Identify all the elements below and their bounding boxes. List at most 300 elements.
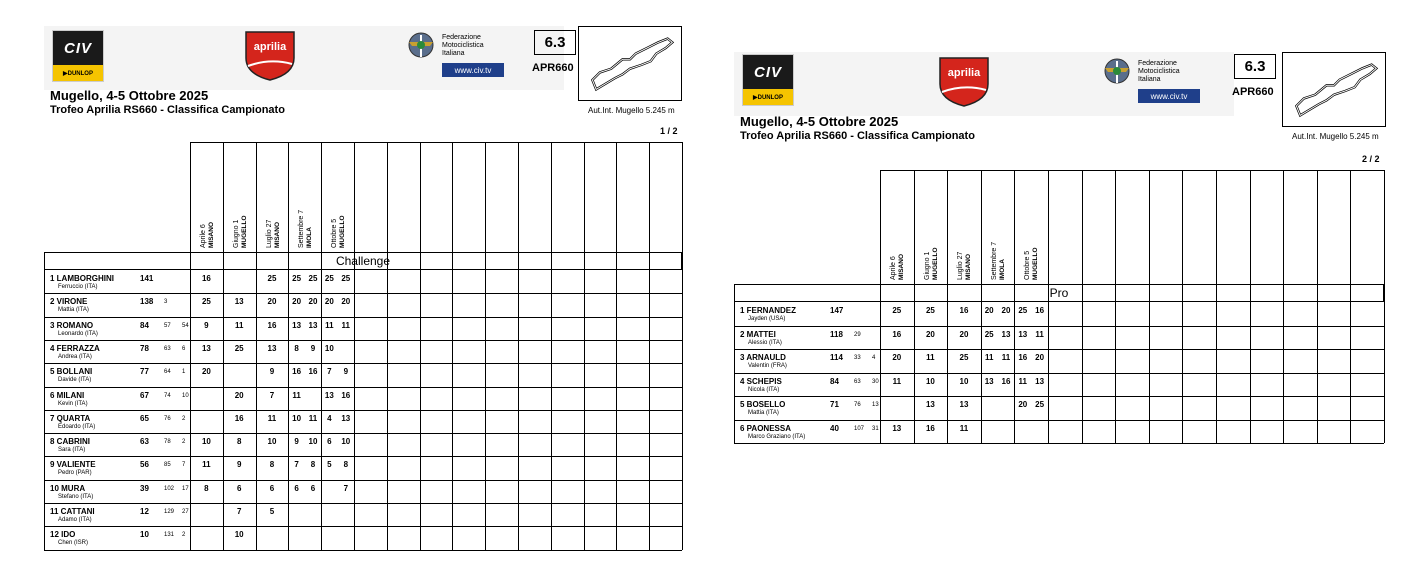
svg-text:aprilia: aprilia [253,41,287,53]
race-points-cell: 16 [1018,353,1028,362]
race-points-cell: 20 [984,306,994,315]
rider-first-name: Leonardo (ITA) [58,330,98,337]
race-points-cell: 20 [925,329,935,339]
race-points-cell: 7 [294,460,299,470]
row-line [734,373,1384,374]
track-map-box [1282,52,1386,127]
row-line [44,480,682,481]
rider-name: 6 PAONESSA [740,423,791,433]
rider-first-name: Davide (ITA) [58,377,92,384]
rider-points: 147 [830,306,844,315]
race-points-cell: 9 [343,367,349,377]
race-points-cell: 11 [202,460,211,470]
dunlop-band [53,65,103,81]
race-points-cell: 13 [959,400,969,409]
grid-top-line [880,170,1384,171]
rider-name: 1 FERNANDEZ [740,306,797,315]
race-points-cell: 10 [201,437,211,447]
race-points-cell: 13 [341,413,351,423]
row-line [44,387,682,388]
race-points-cell: 13 [267,343,277,353]
fmi-emblem-icon [1102,56,1132,86]
event-track: MISANO [208,222,215,248]
race-points-cell: 25 [1018,306,1028,315]
event-track: MISANO [898,254,905,280]
grid-col-line [1384,170,1385,443]
grid-col-line [518,142,519,550]
event-label [200,222,216,248]
gap-previous: 17 [182,485,189,492]
grid-col-line [551,142,552,550]
rider-points: 67 [140,390,149,400]
dunlop-band [743,89,793,105]
race-points-cell: 25 [324,274,334,283]
rider-points: 39 [140,483,149,493]
grid-col-line [1149,170,1150,443]
fmi-text: Federazione Motociclistica Italiana [442,34,484,57]
grid-col-line [485,142,486,550]
rider-name: 7 QUARTA [50,413,91,423]
gap-leader: 78 [164,439,171,446]
race-points-cell: 13 [292,320,302,330]
grid-col-line [354,142,355,550]
race-points-cell: 25 [267,274,277,283]
civ-logo [52,30,104,82]
race-points-cell: 11 [308,413,318,423]
grid-col-line [387,142,388,550]
gap-previous: 2 [182,415,186,422]
row-line [44,433,682,434]
gap-previous: 6 [182,345,186,352]
grid-col-line [452,142,453,550]
rider-points: 65 [140,413,149,423]
race-points-cell: 11 [892,376,902,386]
rider-first-name: Ferruccio (ITA) [58,284,98,290]
rider-name: 5 BOLLANI [50,367,93,377]
race-points-cell: 9 [310,343,316,353]
race-points-cell: 10 [324,343,334,353]
race-points-cell: 25 [308,274,318,283]
rider-first-name: Andrea (ITA) [58,353,92,360]
track-length: Aut.Int. Mugello 5.245 m [588,106,675,115]
dunlop-text: ▶DUNLOP [63,70,93,77]
civ-logo-top [743,55,793,89]
section-header: Pro [734,284,1384,302]
race-points-cell: 13 [925,400,935,409]
row-line [734,396,1384,397]
gap-leader: 85 [164,462,171,469]
race-points-cell: 7 [269,390,275,400]
event-date: Aprile 6 [200,224,207,248]
gap-previous: 7 [182,462,186,469]
race-points-cell: 8 [343,460,349,470]
class-label: APR660 [1232,86,1274,98]
race-points-cell: 25 [892,306,902,315]
event-date: Settembre 7 [298,209,306,248]
race-points-cell: 5 [327,460,332,470]
event-label [233,216,249,249]
gap-previous: 13 [872,402,879,408]
race-points-cell: 11 [292,390,301,400]
race-points-cell: 10 [234,530,244,540]
track-map-box [578,26,682,101]
grid-col-line [616,142,617,550]
grid-left-line [734,284,735,443]
fmi-logo [406,30,506,80]
grid-col-line [1182,170,1183,443]
grid-col-line [1350,170,1351,443]
rider-first-name: Jayden (USA) [748,316,786,322]
event-track: MISANO [965,254,973,280]
rider-name: 3 ROMANO [50,320,94,330]
rider-first-name: Chen (ISR) [58,540,89,547]
race-points-cell: 6 [310,483,316,493]
page-number: 1 / 2 [660,126,678,136]
standings-page-2 [734,52,1390,452]
row-line [734,326,1384,327]
row-line [44,456,682,457]
event-label [957,252,973,280]
rider-name: 3 ARNAULD [740,353,786,362]
race-points-cell: 13 [984,376,994,386]
rider-first-name: Mattia (ITA) [58,307,89,314]
event-label [991,242,1007,280]
rider-points: 78 [140,343,149,353]
race-points-cell: 6 [327,437,332,447]
rider-name: 5 BOSELLO [740,400,786,409]
race-points-cell: 5 [269,507,275,516]
race-points-cell: 16 [308,367,318,377]
rider-points: 84 [140,320,149,330]
gap-previous: 2 [182,439,186,446]
rider-name: 9 VALIENTE [50,460,96,470]
grid-col-line [1115,170,1116,443]
race-points-cell: 10 [925,376,935,386]
event-track: MISANO [273,222,281,248]
gap-previous: 1 [182,369,186,376]
race-points-cell: 20 [292,297,302,307]
grid-col-line [1216,170,1217,443]
race-points-cell: 8 [294,343,299,353]
race-points-cell: 16 [234,413,244,423]
race-points-cell: 20 [324,297,334,307]
race-points-cell: 13 [892,423,902,433]
race-points-cell: 25 [234,343,244,353]
championship-title: Trofeo Aprilia RS660 - Classifica Campionato [740,130,975,142]
race-points-cell: 13 [1018,329,1028,339]
rider-first-name: Valentin (FRA) [748,363,787,369]
civ-logo [742,54,794,106]
race-points-cell: 16 [1035,306,1045,315]
race-points-cell: 6 [269,483,275,493]
rider-points: 12 [140,507,149,516]
gap-leader: 74 [164,392,171,399]
race-points-cell: 6 [236,483,242,493]
rider-name: 6 MILANI [50,390,85,400]
event-date: Giugno 1 [923,251,931,280]
race-points-cell: 25 [292,274,302,283]
round-number: 6.3 [534,30,576,55]
event-date: Luglio 27 [957,251,965,280]
race-points-cell: 13 [1035,376,1045,386]
event-track: MUGELLO [931,247,939,280]
grid-col-line [420,142,421,550]
grid-col-line [1317,170,1318,443]
race-points-cell: 8 [204,483,209,493]
civ-logo-text: CIV [63,39,92,57]
event-date: Settembre 7 [990,241,998,280]
race-points-cell: 11 [984,353,994,362]
rider-name: 2 MATTEI [740,329,776,339]
gap-leader: 63 [854,378,861,385]
race-points-cell: 9 [294,437,299,447]
rider-name: 4 FERRAZZA [50,343,100,353]
rider-points: 40 [830,423,839,433]
event-track: MUGELLO [339,215,347,248]
gap-previous: 2 [182,532,186,539]
race-points-cell: 8 [269,460,275,470]
gap-leader: 57 [164,322,171,329]
grid-col-line [649,142,650,550]
race-points-cell: 13 [234,297,244,307]
race-points-cell: 20 [341,297,351,307]
rider-first-name: Adamo (ITA) [58,517,92,523]
gap-leader: 76 [164,415,171,422]
race-points-cell: 25 [959,353,969,362]
race-points-cell: 13 [1001,329,1011,339]
race-points-cell: 20 [1018,400,1028,409]
event-track: MUGELLO [1032,247,1040,280]
gap-leader: 131 [164,532,175,539]
event-date: Aprile 6 [890,256,897,280]
row-line [734,443,1384,444]
rider-first-name: Edoardo (ITA) [58,423,96,430]
rider-name: 2 VIRONE [50,297,88,307]
rider-points: 56 [140,460,149,470]
race-points-cell: 10 [292,413,302,423]
track-length: Aut.Int. Mugello 5.245 m [1292,132,1379,141]
section-header: Challenge [44,252,682,270]
race-points-cell: 20 [201,367,211,377]
race-points-cell: 11 [1001,353,1011,362]
row-line [734,420,1384,421]
race-points-cell: 10 [341,437,351,447]
race-points-cell: 16 [292,367,302,377]
rider-points: 84 [830,376,839,386]
race-points-cell: 10 [308,437,318,447]
event-track: IMOLA [998,259,1006,280]
rider-points: 114 [830,353,843,362]
event-date: Giugno 1 [232,219,240,248]
gap-leader: 102 [164,485,175,492]
event-date: Ottobre 5 [1024,250,1032,280]
row-line [44,363,682,364]
race-points-cell: 13 [324,390,334,400]
gap-leader: 76 [854,402,861,408]
race-points-cell: 10 [959,376,969,386]
race-points-cell: 8 [310,460,316,470]
race-points-cell: 20 [959,329,969,339]
race-points-cell: 7 [327,367,332,377]
fmi-logo [1102,56,1202,106]
race-points-cell: 11 [325,320,334,330]
rider-points: 10 [140,530,149,540]
rider-points: 71 [830,400,839,409]
gap-leader: 29 [854,331,861,338]
page-number: 2 / 2 [1362,154,1380,164]
gap-previous: 27 [182,509,189,515]
aprilia-logo-icon [240,28,300,82]
grid-col-line [1048,170,1049,443]
race-points-cell: 16 [925,423,935,433]
round-number: 6.3 [1234,54,1276,79]
gap-previous: 54 [182,322,189,329]
fmi-url[interactable]: www.civ.tv [1138,89,1200,103]
grid-col-line [682,142,683,550]
track-map-icon [583,31,677,97]
rider-first-name: Pedro (PAR) [58,470,92,477]
rider-name: 12 IDO [50,530,76,540]
race-points-cell: 11 [1018,376,1028,386]
rider-name: 10 MURA [50,483,86,493]
race-points-cell: 4 [327,413,332,423]
rider-points: 63 [140,437,149,447]
rider-first-name: Sara (ITA) [58,447,86,454]
gap-leader: 64 [164,369,171,376]
rider-first-name: Nicola (ITA) [748,386,780,393]
gap-leader: 129 [164,509,175,515]
row-line [734,349,1384,350]
row-line [44,317,682,318]
row-line [44,340,682,341]
race-points-cell: 11 [267,413,277,423]
event-label [331,216,347,249]
rider-first-name: Mattia (ITA) [748,410,779,416]
fmi-emblem-icon [406,30,436,60]
event-label [266,220,282,248]
rider-points: 77 [140,367,149,377]
race-points-cell: 25 [341,274,351,283]
race-points-cell: 20 [1035,353,1045,362]
event-date: Luglio 27 [265,219,273,248]
race-points-cell: 11 [341,320,351,330]
gap-previous: 31 [872,425,879,432]
grid-top-line [190,142,682,143]
race-points-cell: 9 [236,460,242,470]
event-label [924,248,940,281]
fmi-url[interactable]: www.civ.tv [442,63,504,77]
rider-name: 1 LAMBORGHINI [50,274,114,283]
svg-text:aprilia: aprilia [947,67,981,79]
gap-leader: 63 [164,345,171,352]
race-points-cell: 25 [1035,400,1045,409]
rider-name: 11 CATTANI [50,507,95,516]
rider-points: 138 [140,297,154,307]
rider-name: 4 SCHEPIS [740,376,782,386]
race-points-cell: 13 [308,320,318,330]
race-points-cell: 11 [959,423,969,433]
row-line [44,293,682,294]
race-points-cell: 11 [1035,329,1044,339]
civ-logo-top [53,31,103,65]
race-points-cell: 20 [234,390,244,400]
event-date: Ottobre 5 [331,218,339,248]
gap-leader: 107 [854,425,865,432]
race-points-cell: 10 [267,437,277,447]
race-points-cell: 6 [294,483,299,493]
race-points-cell: 9 [204,320,209,330]
gap-leader: 3 [164,299,168,306]
race-points-cell: 8 [236,437,242,447]
race-points-cell: 13 [201,343,211,353]
race-points-cell: 7 [343,483,349,493]
row-line [44,410,682,411]
rider-first-name: Marco Graziano (ITA) [748,433,806,440]
rider-first-name: Alessio (ITA) [748,339,782,346]
race-points-cell: 16 [1001,376,1011,386]
rider-first-name: Stefano (ITA) [58,493,94,500]
dunlop-text: ▶DUNLOP [753,94,783,101]
race-points-cell: 16 [892,329,902,339]
rider-points: 141 [140,274,154,283]
event-title: Mugello, 4-5 Ottobre 2025 [740,114,899,129]
grid-col-line [1250,170,1251,443]
race-points-cell: 25 [201,297,211,307]
gap-previous: 30 [872,378,879,385]
row-line [44,526,682,527]
race-points-cell: 16 [341,390,351,400]
race-points-cell: 20 [267,297,277,307]
event-track: IMOLA [306,227,314,248]
gap-leader: 33 [854,355,861,361]
race-points-cell: 25 [984,329,994,339]
grid-col-line [584,142,585,550]
track-map-icon [1287,57,1381,123]
race-points-cell: 25 [925,306,935,315]
grid-left-line [44,252,45,550]
gap-previous: 10 [182,392,189,399]
grid-col-line [1082,170,1083,443]
event-track: MUGELLO [240,215,248,248]
aprilia-logo-icon [934,54,994,108]
class-label: APR660 [532,62,574,74]
race-points-cell: 16 [201,274,211,283]
race-points-cell: 9 [269,367,275,377]
race-points-cell: 11 [926,353,935,362]
row-line [44,550,682,551]
event-title: Mugello, 4-5 Ottobre 2025 [50,88,209,103]
championship-title: Trofeo Aprilia RS660 - Classifica Campionato [50,104,285,116]
civ-logo-text: CIV [753,63,782,81]
race-points-cell: 7 [236,507,242,516]
gap-previous: 4 [872,355,876,361]
race-points-cell: 20 [1001,306,1011,315]
race-points-cell: 11 [234,320,244,330]
race-points-cell: 20 [308,297,318,307]
grid-col-line [1283,170,1284,443]
race-points-cell: 16 [959,306,969,315]
rider-points: 118 [830,329,843,339]
event-label [1024,248,1040,281]
event-label [298,210,314,248]
standings-page-1 [44,26,686,554]
row-line [44,503,682,504]
race-points-cell: 20 [892,353,902,362]
fmi-text: Federazione Motociclistica Italiana [1138,60,1180,83]
race-points-cell: 16 [267,320,277,330]
event-label [890,254,906,280]
rider-name: 8 CABRINI [50,437,91,447]
